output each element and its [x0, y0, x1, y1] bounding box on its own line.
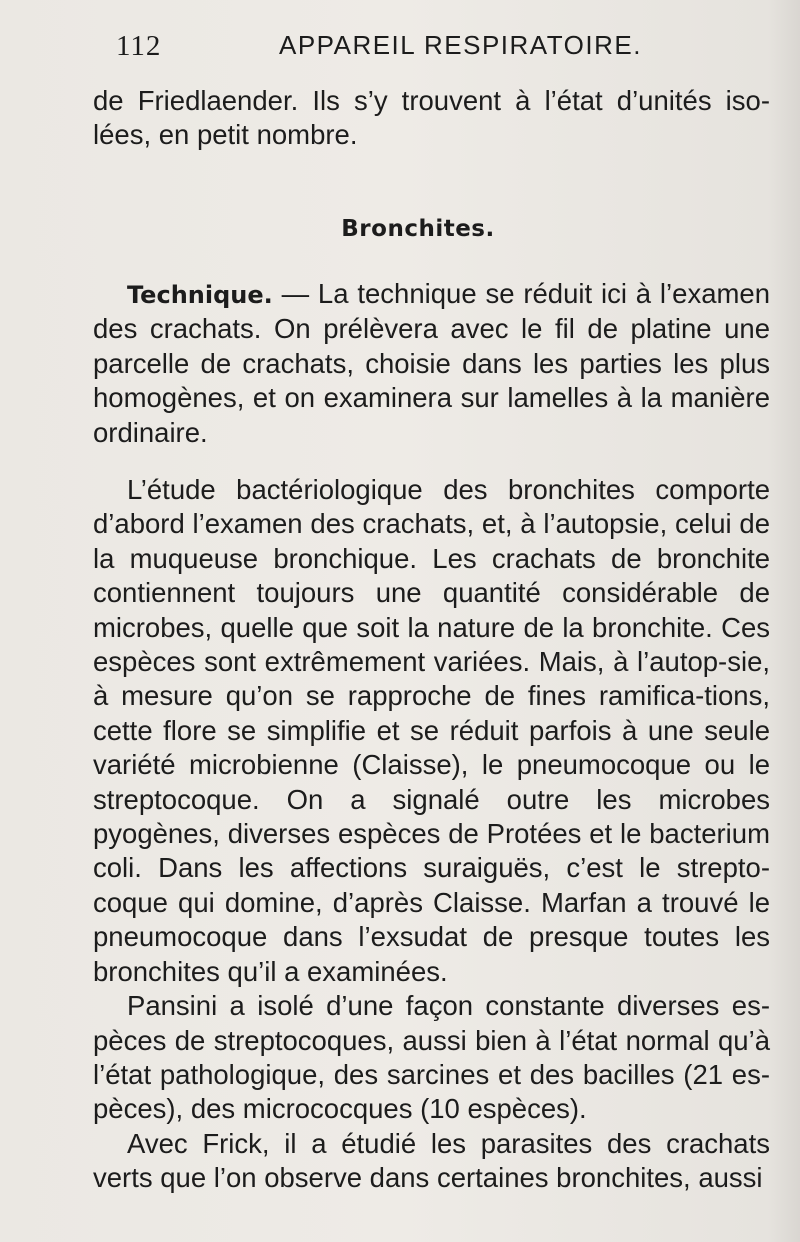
body-paragraph: Pansini a isolé d’une façon constante diverses es-pèces de streptocoques, aussi bien à l’état normal qu’à l’état pathologique, des sarcines et des bacilles (21 es-pèces), des micrococques (10 espèces).	[93, 990, 770, 1125]
technique-paragraph-block	[93, 277, 770, 450]
intro-paragraph: de Friedlaender. Ils s’y trouvent à l’état d’unités iso-lées, en petit nombre.	[93, 85, 770, 151]
body-paragraph: L’étude bactériologique des bronchites comporte d’abord l’examen des crachats, et, à l’autopsie, celui de la muqueuse bronchique. Les crachats de bronchite contiennent toujours une quantité considérable de microbes, quelle que soit la nature de la bronchite. Ces espèces sont extrêmement variées. Mais, à l’autop-sie, à mesure qu’on se rapproche de fines ramifica-tions, cette flore se simplifie et se réduit parfois à une seule variété microbienne (Claisse), le pneumocoque ou le streptocoque. On a signalé outre les microbes pyogènes, diverses espèces de Protées et le bacterium coli. Dans les affections suraiguës, c’est le strepto-coque qui domine, d’après Claisse. Marfan a trouvé le pneumocoque dans l’exsudat de presque toutes les bronchites qu’il a examinées.	[93, 474, 770, 987]
intro-paragraph-block	[93, 84, 770, 153]
section-title: Bronchites.	[341, 216, 495, 242]
technique-text: — La technique se réduit ici à l’examen des crachats. On prélèvera avec le fil de platine une parcelle de crachats, choisie dans les parties les plus homogènes, et on examinera sur lamelles à la manière ordinaire.	[93, 278, 770, 448]
bacteriological-study-text	[93, 473, 770, 1196]
running-title: APPAREIL RESPIRATOIRE.	[279, 30, 642, 60]
page-number: 112	[116, 30, 162, 62]
body-paragraph: Avec Frick, il a étudié les parasites des crachats verts que l’on observe dans certaines bronchites, aussi	[93, 1127, 770, 1194]
page-header	[116, 30, 756, 70]
technique-heading: Technique.	[127, 281, 273, 309]
technique-paragraph	[93, 277, 770, 450]
